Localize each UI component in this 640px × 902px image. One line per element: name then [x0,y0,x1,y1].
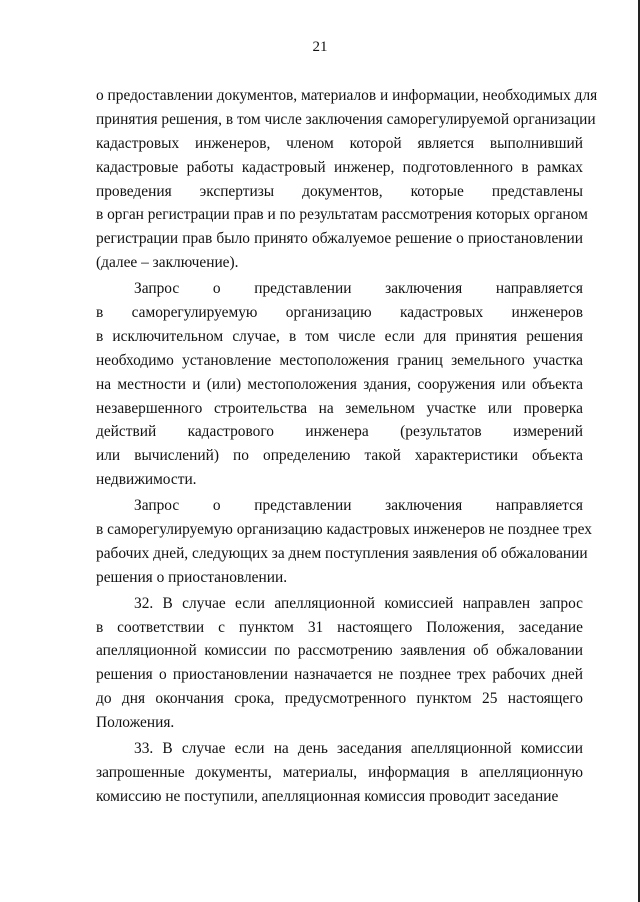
text-line: на местности и (или) местоположения здания, сооружения или объекта [96,375,583,393]
text-line: кадастровые работы кадастровый инженер, подготовленного в рамках [96,158,583,176]
text-line: Запрос о представлении заключения направляется [134,497,583,515]
text-line: в исключительном случае, в том числе если для принятия решения [96,327,583,345]
text-line: Положения. [96,714,175,732]
text-line: 32. В случае если апелляционной комиссией направлен запрос [134,594,583,612]
paragraph [96,592,583,735]
text-line: рабочих дней, следующих за днем поступления заявления об обжаловании [96,544,588,562]
text-line: апелляционной комиссии по рассмотрению заявления об обжаловании [96,642,583,660]
text-line: принятия решения, в том числе заключения саморегулируемой организации [96,110,596,128]
text-line: в соответствии с пунктом 31 настоящего Положения, заседание [96,618,583,636]
text-line: недвижимости. [96,471,197,489]
text-line: необходимо установление местоположения границ земельного участка [96,351,583,369]
paragraph [96,737,583,809]
text-line: комиссию не поступили, апелляционная комиссия проводит заседание [96,787,559,805]
text-line: решения о приостановлении назначается не позднее трех рабочих дней [96,666,583,684]
text-line: в саморегулируемую организацию кадастровых инженеров [96,304,583,322]
text-line: регистрации прав было принято обжалуемое решение о приостановлении [96,230,583,248]
paragraph [96,494,592,590]
text-line: в саморегулируемую организацию кадастровых инженеров не позднее трех [96,521,592,539]
text-line: или вычислений) по определению такой характеристики объекта [96,447,583,465]
page-number: 21 [312,39,328,55]
text-line: 33. В случае если на день заседания апелляционной комиссии [134,740,583,758]
text-line: действий кадастрового инженера (результатов измерений [96,423,583,441]
document-body [96,84,598,809]
paragraph [96,84,598,275]
text-line: в орган регистрации прав и по результатам рассмотрения которых органом [96,206,588,224]
text-line: кадастровых инженеров, членом которой является выполнивший [96,134,583,152]
text-line: Запрос о представлении заключения направляется [134,280,583,298]
text-line: незавершенного строительства на земельном участке или проверка [96,399,583,417]
paragraph [96,277,583,492]
text-line: (далее – заключение). [96,254,239,272]
text-line: о предоставлении документов, материалов и информации, необходимых для [96,87,598,104]
text-line: запрошенные документы, материалы, информация в апелляционную [96,763,583,781]
text-line: решения о приостановлении. [96,568,288,586]
text-line: до дня окончания срока, предусмотренного пунктом 25 настоящего [96,690,583,708]
text-line: проведения экспертизы документов, которые представлены [96,182,583,200]
